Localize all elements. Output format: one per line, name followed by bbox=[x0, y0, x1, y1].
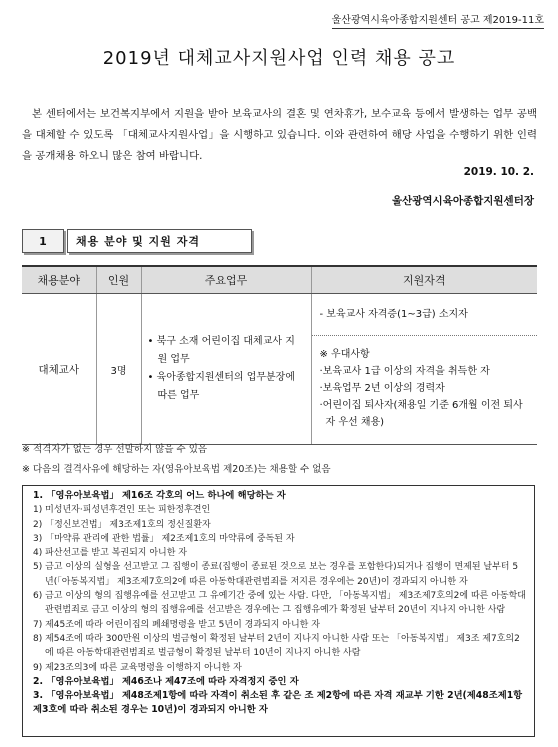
qualification-main: - 보육교사 자격증(1~3급) 소지자 bbox=[312, 295, 538, 336]
header-qualification: 지원자격 bbox=[311, 266, 537, 294]
qualification-cell bbox=[311, 294, 537, 445]
preference-item: ·보육교사 1급 이상의 자격을 취득한 자 bbox=[319, 366, 490, 377]
preferences bbox=[312, 336, 538, 443]
list-item: 6) 금고 이상의 형의 집행유예를 선고받고 그 유예기간 중에 있는 사람. 다만, 「아동복지법」 제3조제7호의2에 따른 아동학대관련범죄로 금고 이상의 형의 집행유예를 선고받은 경우에는 그 집행유예가 확정된 날부터 20년이 지나지 아니한 사람 bbox=[33, 591, 526, 616]
document-number: 울산광역시육아종합지원센터 공고 제2019-11호 bbox=[332, 11, 544, 29]
list-item: 3) 「마약류 관리에 관한 법률」 제2조제1호의 마약류에 중독된 자 bbox=[33, 533, 295, 544]
list-item: 1) 미성년자·피성년후견인 또는 피한정후견인 bbox=[33, 505, 211, 516]
count-cell: 3명 bbox=[96, 294, 141, 445]
disqualification-heading: 3. 「영유아보육법」 제48조제1항에 따라 자격이 취소된 후 같은 조 제2항에 따른 자격 재교부 기한 2년(제48조제1항제3호에 따라 취소된 경우는 10년)이 경과되지 아니한 자 bbox=[33, 690, 523, 716]
duty-item: • 육아종합지원센터의 업무분장에 따른 업무 bbox=[147, 372, 295, 401]
list-item: 2) 「정신보건법」 제3조제1호의 정신질환자 bbox=[33, 519, 211, 530]
intro-paragraph: 본 센터에서는 보건복지부에서 지원을 받아 보육교사의 결혼 및 연차휴가, 보수교육 등에서 발생하는 업무 공백을 대체할 수 있도록 「대체교사지원사업」을 시행하고 있습니다. 이와 관련하여 해당 사업을 수행하기 위한 인력을 공개채용 하오니 많은 참여 바랍니다. bbox=[22, 108, 537, 162]
preference-item: ·보육업무 2년 이상의 경력자 bbox=[319, 383, 445, 394]
page-title: 2019년 대체교사지원사업 인력 채용 공고 bbox=[102, 48, 456, 69]
duty-item: • 북구 소재 어린이집 대체교사 지원 업무 bbox=[147, 336, 295, 365]
list-item: 4) 파산선고를 받고 복권되지 아니한 자 bbox=[33, 548, 187, 559]
disqualification-box bbox=[22, 485, 535, 737]
header-field: 채용분야 bbox=[22, 266, 96, 294]
header-count: 인원 bbox=[96, 266, 141, 294]
note: ※ 적격자가 없는 경우 선발하지 않을 수 있음 bbox=[22, 444, 208, 455]
disqualification-heading: 2. 「영유아보육법」 제46조나 제47조에 따라 자격정지 중인 자 bbox=[33, 675, 299, 687]
announcement-date: 2019. 10. 2. bbox=[463, 166, 534, 178]
field-cell: 대체교사 bbox=[22, 294, 96, 445]
list-item: 8) 제54조에 따라 300만원 이상의 벌금형이 확정된 날부터 2년이 지나지 아니한 사람 또는 「아동복지법」 제3조 제7호의2에 따른 아동학대관련범죄로 벌금형이 확정된 날부터 10년이 지나지 아니한 사람 bbox=[33, 633, 520, 659]
table-row bbox=[22, 294, 537, 445]
list-item: 7) 제45조에 따라 어린이집의 폐쇄명령을 받고 5년이 경과되지 아니한 자 bbox=[33, 619, 320, 630]
list-item: 5) 금고 이상의 실형을 선고받고 그 집행이 종료(집행이 종료된 것으로 보는 경우를 포함한다)되거나 집행이 면제된 날부터 5년(「아동복지법」 제3조제7호의2에 따른 아동학대관련범죄를 저지른 경우에는 20년)이 경과되지 아니한 자 bbox=[33, 562, 519, 587]
organization-name: 울산광역시육아종합지원센터장 bbox=[391, 195, 534, 207]
section-number: 1 bbox=[22, 229, 64, 253]
preference-title: ※ 우대사항 bbox=[319, 349, 370, 360]
recruitment-table bbox=[22, 265, 537, 445]
list-item: 9) 제23조의3에 따른 교육명령을 이행하지 아니한 자 bbox=[33, 662, 242, 673]
duties-cell bbox=[141, 294, 311, 445]
note: ※ 다음의 결격사유에 해당하는 자(영유아보육법 제20조)는 채용할 수 없음 bbox=[22, 464, 331, 475]
disqualification-heading: 1. 「영유아보육법」 제16조 각호의 어느 하나에 해당하는 자 bbox=[33, 490, 286, 501]
header-duties: 주요업무 bbox=[141, 266, 311, 294]
preference-item: ·어린이집 퇴사자(채용일 기준 6개월 이전 퇴사자 우선 채용) bbox=[319, 400, 523, 428]
section-title: 채용 분야 및 지원 자격 bbox=[67, 229, 252, 253]
table-header-row bbox=[22, 266, 537, 294]
